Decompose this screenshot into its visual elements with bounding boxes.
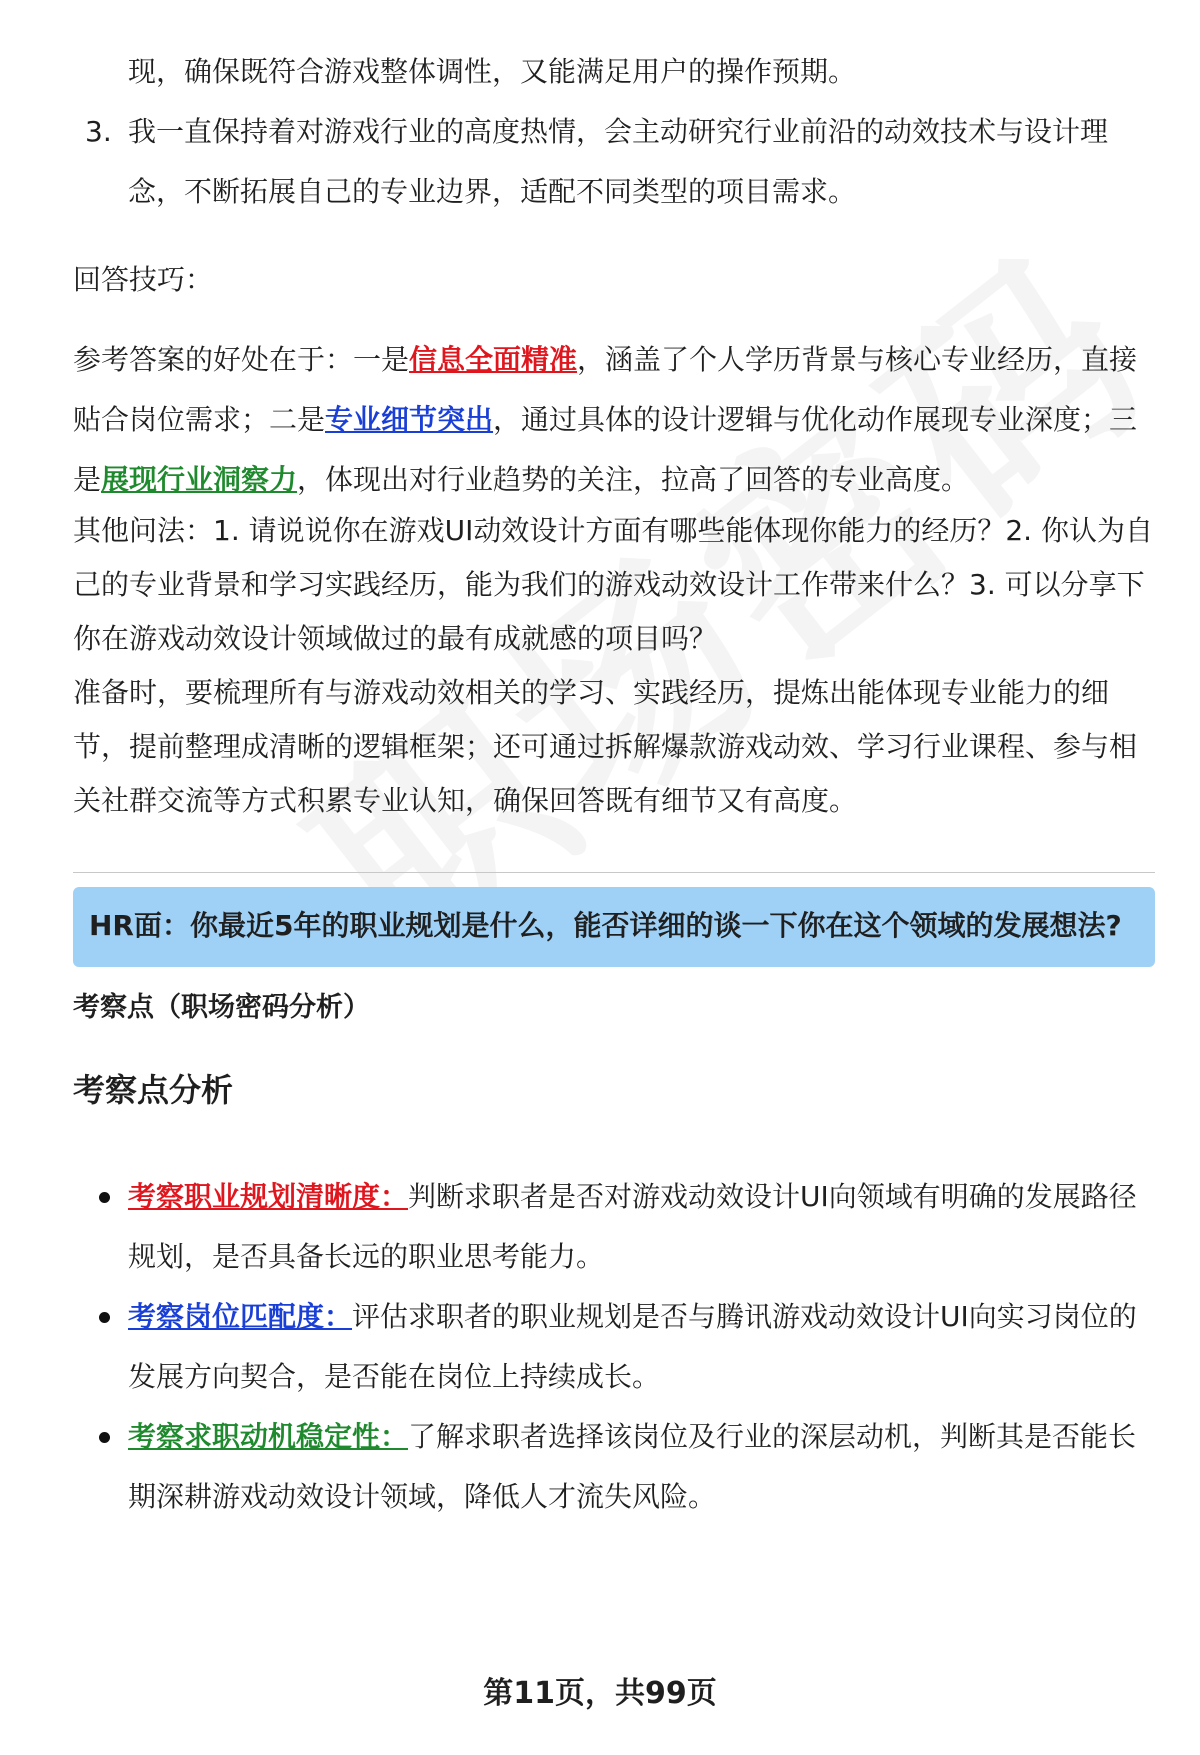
analysis-list: [73, 1167, 1155, 1527]
analysis-text: 判断求职者是否对游戏动效设计UI向领域有明确的发展路径规划，是否具备长远的职业思考能力。: [128, 1180, 1137, 1273]
analysis-label: 考察岗位匹配度：: [128, 1300, 353, 1333]
list-item-2-tail: 现，确保既符合游戏整体调性，又能满足用户的操作预期。: [128, 55, 857, 88]
preparation-tips: 准备时，要梳理所有与游戏动效相关的学习、实践经历，提炼出能体现专业能力的细节，提前整理成清晰的逻辑框架；还可通过拆解爆款游戏动效、学习行业课程、参与相关社群交流等方式积累专业认知，确保回答既有细节又有高度。: [73, 676, 1138, 817]
question-box: [73, 887, 1155, 967]
list-item-text: 我一直保持着对游戏行业的高度热情，会主动研究行业前沿的动效技术与设计理念，不断拓展自己的专业边界，适配不同类型的项目需求。: [128, 115, 1109, 208]
bullet-icon: [99, 1192, 110, 1203]
list-item: [73, 1167, 1155, 1287]
analysis-subtitle: 考察点（职场密码分析）: [73, 992, 370, 1023]
list-item: [73, 1287, 1155, 1407]
tips-text: ，涵盖了个人学历背景与核心专业经历，直接贴合岗位需求；二是: [73, 343, 1138, 436]
bullet-icon: [99, 1312, 110, 1323]
page-number: 第11页，共99页: [483, 1676, 717, 1711]
analysis-label: 考察职业规划清晰度：: [128, 1180, 409, 1213]
highlight-detail: 专业细节突出: [325, 403, 494, 436]
other-questions: 其他问法：1. 请说说你在游戏UI动效设计方面有哪些能体现你能力的经历？2. 你认为自己的专业背景和学习实践经历，能为我们的游戏动效设计工作带来什么？3. 可以分享下你在游戏动效设计领域做过的最有成就感的项目吗？: [73, 514, 1153, 655]
analysis-text: 评估求职者的职业规划是否与腾讯游戏动效设计UI向实习岗位的发展方向契合，是否能在岗位上持续成长。: [128, 1300, 1137, 1393]
numbered-list: [73, 42, 1155, 222]
list-number: 3.: [85, 115, 112, 148]
highlight-accurate: 信息全面精准: [409, 343, 578, 376]
analysis-heading: 考察点分析: [73, 1071, 234, 1109]
highlight-insight: 展现行业洞察力: [101, 463, 298, 496]
question-text: HR面：你最近5年的职业规划是什么，能否详细的谈一下你在这个领域的发展想法?: [89, 909, 1122, 942]
tips-text: ，通过具体的设计逻辑与优化动作展现专业深度；三是: [73, 403, 1138, 496]
analysis-text: 了解求职者选择该岗位及行业的深层动机，判断其是否能长期深耕游戏动效设计领域，降低人才流失风险。: [128, 1420, 1137, 1513]
list-item: [73, 1407, 1155, 1527]
divider: [73, 872, 1155, 873]
analysis-label: 考察求职动机稳定性：: [128, 1420, 409, 1453]
list-item-3: [73, 102, 1155, 222]
tips-text: ，体现出对行业趋势的关注，拉高了回答的专业高度。: [297, 463, 970, 496]
tips-text: 参考答案的好处在于：一是: [73, 343, 410, 376]
tips-paragraph: [73, 330, 1155, 510]
page-content: [73, 0, 1155, 1527]
tips-title: 回答技巧：: [73, 263, 214, 296]
bullet-icon: [99, 1432, 110, 1443]
